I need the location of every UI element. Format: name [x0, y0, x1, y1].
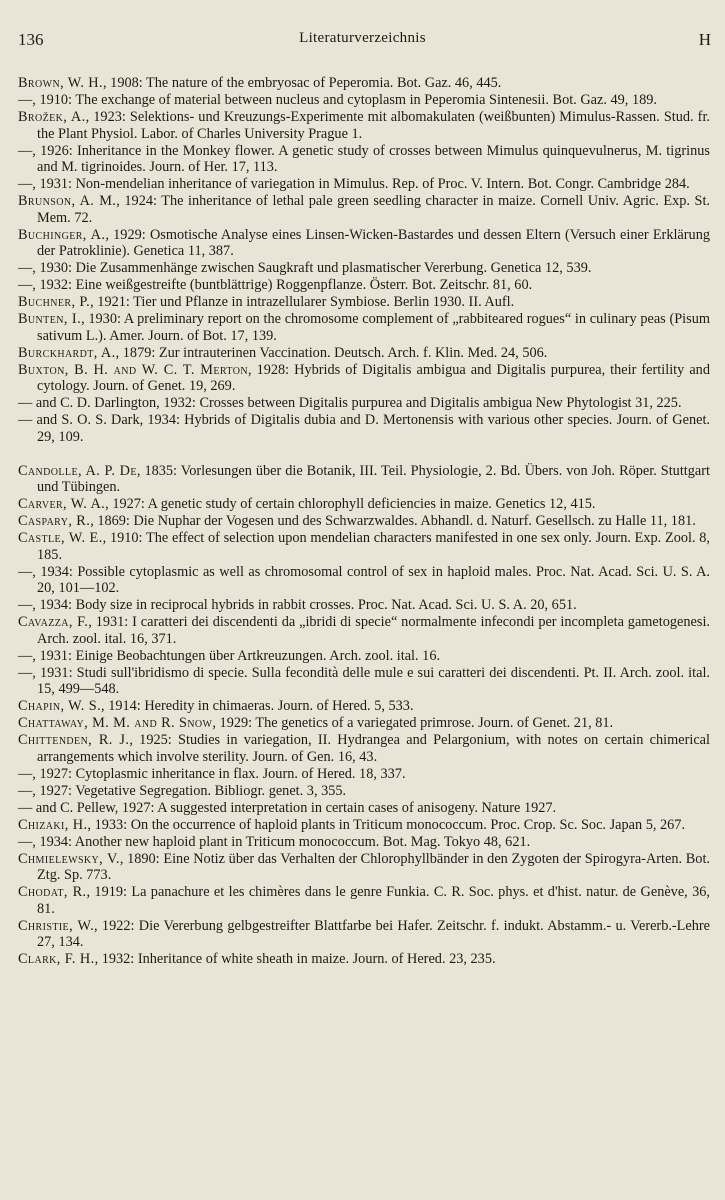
- reference-author: Christie, W.: [18, 917, 95, 934]
- reference-author: Chittenden, R. J.: [18, 732, 130, 748]
- reference-author: Caspary, R.: [18, 513, 91, 529]
- reference-text: , 1925: Studies in variegation, II. Hydrangea and Pelargonium, with notes on certain chimerical arrangements which involve sterility. Journ. of Gen. 16, 43.: [37, 732, 710, 765]
- reference-author: Chizaki, H.: [18, 816, 88, 833]
- reference-entry: [18, 918, 710, 951]
- reference-entry: [18, 884, 710, 917]
- reference-entry: [18, 92, 710, 109]
- reference-author: Buchner, P.: [18, 294, 91, 310]
- reference-text: , 1931: I caratteri dei discendenti da „ibridi di specie“ normalmente infecondi per incompleta gametogenesi. Arch. zool. ital. 16, 371.: [37, 614, 710, 647]
- reference-entry: [18, 732, 710, 765]
- reference-text: , 1914: Heredity in chimaeras. Journ. of Hered. 5, 533.: [101, 698, 414, 714]
- running-title: Literaturverzeichnis: [299, 30, 426, 46]
- reference-author: Burckhardt, A.: [18, 344, 116, 361]
- reference-text: —, 1934: Body size in reciprocal hybrids in rabbit crosses. Proc. Nat. Acad. Sci. U. S. A. 20, 651.: [18, 597, 577, 613]
- reference-author: Buchinger, A.: [18, 226, 106, 243]
- reference-entry: [18, 277, 710, 294]
- reference-entry: [18, 227, 710, 260]
- reference-entry: [18, 597, 710, 614]
- letter-group-gap: [18, 446, 710, 463]
- reference-entry: [18, 496, 710, 513]
- reference-text: —, 1931: Einige Beobachtungen über Artkreuzungen. Arch. zool. ital. 16.: [18, 647, 441, 664]
- reference-author: Brožek, A.: [18, 109, 86, 125]
- reference-text: , 1929: Osmotische Analyse eines Linsen-Wicken-Bastardes und dessen Eltern (Versuch einer Erklärung der Patroklinie). Genetica 11, 387.: [37, 226, 710, 259]
- reference-entry: [18, 665, 710, 698]
- reference-author: Brown, W. H.: [18, 75, 104, 91]
- reference-entry: [18, 715, 710, 732]
- reference-author: Carver, W. A.: [18, 496, 106, 512]
- reference-entry: [18, 698, 710, 715]
- reference-text: , 1927: A genetic study of certain chlorophyll deficiencies in maize. Genetics 12, 415.: [105, 496, 596, 512]
- reference-entry: [18, 260, 710, 277]
- reference-text: —, 1910: The exchange of material between nucleus and cytoplasm in Peperomia Sintenesii. Bot. Gaz. 49, 189.: [18, 92, 657, 108]
- reference-entry: [18, 851, 710, 884]
- reference-text: , 1930: A preliminary report on the chromosome complement of „rabbiteared rogues“ in culinary peas (Pisum sativum L.). Amer. Journ. of Bot. 17, 139.: [37, 311, 710, 344]
- reference-text: , 1908: The nature of the embryosac of Peperomia. Bot. Gaz. 46, 445.: [103, 75, 502, 91]
- reference-text: , 1933: On the occurrence of haploid plants in Triticum monococcum. Proc. Crop. Sc. Soc. Japan 5, 267.: [87, 816, 686, 833]
- reference-text: —, 1930: Die Zusammenhänge zwischen Saugkraft und plasmatischer Vererbung. Genetica 12, 539.: [18, 260, 592, 276]
- reference-entry: [18, 648, 710, 665]
- reference-entry: [18, 817, 710, 834]
- reference-text: —, 1927: Vegetative Segregation. Bibliogr. genet. 3, 355.: [18, 782, 347, 799]
- reference-entry: [18, 311, 710, 344]
- reference-entry: [18, 766, 710, 783]
- reference-text: , 1910: The effect of selection upon mendelian characters manifested in one sex only. Journ. Exp. Zool. 8, 185.: [37, 530, 710, 563]
- reference-text: , 1921: Tier und Pflanze in intrazellularer Symbiose. Berlin 1930. II. Aufl.: [90, 294, 515, 310]
- reference-text: — and S. O. S. Dark, 1934: Hybrids of Digitalis dubia and D. Mertonensis with various other species. Journ. of Genet. 29, 109.: [18, 412, 710, 445]
- reference-entry: [18, 176, 710, 193]
- reference-entry: [18, 513, 710, 530]
- reference-text: —, 1926: Inheritance in the Monkey flower. A genetic study of crosses between Mimulus quinquevulnerus, M. tigrinus and M. tigrinoides. Journ. of Her. 17, 113.: [18, 142, 710, 175]
- reference-text: , 1929: The genetics of a variegated primrose. Journ. of Genet. 21, 81.: [212, 715, 614, 731]
- reference-text: —, 1934: Possible cytoplasmic as well as chromosomal control of sex in haploid males. Proc. Nat. Acad. Sci. U. S. A. 20, 101—102.: [18, 563, 710, 596]
- reference-author: Candolle, A. P. De: [18, 462, 137, 479]
- reference-entry: [18, 362, 710, 395]
- reference-text: —, 1932: Eine weißgestreifte (buntblättrige) Roggenpflanze. Österr. Bot. Zeitschr. 81, 60.: [18, 277, 533, 293]
- section-letter: H: [698, 30, 711, 49]
- page-number: 136: [18, 30, 44, 49]
- reference-text: — and C. D. Darlington, 1932: Crosses between Digitalis purpurea and Digitalis ambigua New Phytologist 31, 225.: [18, 395, 682, 411]
- reference-text: , 1879: Zur intrauterinen Vaccination. Deutsch. Arch. f. Klin. Med. 24, 506.: [115, 344, 548, 361]
- reference-entry: [18, 143, 710, 176]
- reference-author: Chapin, W. S.: [18, 698, 102, 714]
- reference-entry: [18, 412, 710, 445]
- reference-text: —, 1931: Studi sull'ibridismo di specie. Sulla fecondità delle mule e sui caratteri dei discendenti. Pt. II. Arch. zool. ital. 15, 499—548.: [18, 664, 710, 697]
- reference-author: Cavazza, F.: [18, 614, 89, 630]
- reference-author: Chattaway, M. M. and R. Snow: [18, 715, 213, 731]
- reference-author: Brunson, A. M.: [18, 193, 117, 209]
- reference-text: , 1922: Die Vererbung gelbgestreifter Blattfarbe bei Hafer. Zeitschr. f. indukt. Abstamm.- u. Vererb.-Lehre 27, 134.: [37, 917, 711, 950]
- reference-entry: [18, 193, 710, 226]
- reference-text: — and C. Pellew, 1927: A suggested interpretation in certain cases of anisogeny. Nature 1927.: [18, 799, 557, 816]
- reference-text: , 1869: Die Nuphar der Vogesen und des Schwarzwaldes. Abhandl. d. Naturf. Gesellsch. zu Halle 11, 181.: [90, 513, 696, 529]
- reference-author: Castle, W. E.: [18, 530, 103, 546]
- reference-list: [18, 75, 710, 968]
- reference-text: , 1924: The inheritance of lethal pale green seedling character in maize. Cornell Univ. Agric. Exp. St. Mem. 72.: [37, 193, 711, 226]
- reference-text: , 1928: Hybrids of Digitalis ambigua and Digitalis purpurea, their fertility and cytology. Journ. of Genet. 19, 269.: [37, 361, 710, 394]
- reference-entry: [18, 834, 710, 851]
- reference-entry: [18, 951, 710, 968]
- reference-entry: [18, 395, 710, 412]
- reference-author: Buxton, B. H. and W. C. T. Merton: [18, 361, 248, 378]
- reference-author: Chmielewsky, V.: [18, 850, 120, 867]
- reference-text: —, 1934: Another new haploid plant in Triticum monococcum. Bot. Mag. Tokyo 48, 621.: [18, 833, 531, 850]
- reference-text: , 1923: Selektions- und Kreuzungs-Experimente mit albomakulaten (weißbunten) Mimulus-Rassen. Stud. fr. the Plant Physiol. Labor. of Charles University Prague 1.: [37, 109, 710, 142]
- reference-entry: [18, 614, 710, 647]
- reference-author: Bunten, I.: [18, 311, 82, 327]
- reference-text: —, 1927: Cytoplasmic inheritance in flax. Journ. of Hered. 18, 337.: [18, 765, 406, 782]
- reference-entry: [18, 783, 710, 800]
- reference-entry: [18, 530, 710, 563]
- reference-text: —, 1931: Non-mendelian inheritance of variegation in Mimulus. Rep. of Proc. V. Intern. Bot. Congr. Cambridge 284.: [18, 176, 690, 192]
- reference-entry: [18, 75, 710, 92]
- reference-entry: [18, 294, 710, 311]
- reference-entry: [18, 463, 710, 496]
- reference-entry: [18, 800, 710, 817]
- reference-author: Clark, F. H.: [18, 951, 95, 967]
- reference-text: , 1890: Eine Notiz über das Verhalten der Chlorophyllbänder in den Zygoten der Spirogyra-Arten. Bot. Ztg. Sp. 773.: [37, 850, 710, 883]
- reference-text: , 1835: Vorlesungen über die Botanik, III. Teil. Physiologie, 2. Bd. Übers. von Joh. Röper. Stuttgart und Tübingen.: [37, 462, 710, 495]
- reference-entry: [18, 564, 710, 597]
- reference-text: , 1919: La panachure et les chimères dans le genre Funkia. C. R. Soc. phys. et d'hist. natur. de Genève, 36, 81.: [37, 884, 710, 917]
- reference-text: , 1932: Inheritance of white sheath in maize. Journ. of Hered. 23, 235.: [94, 951, 496, 967]
- reference-entry: [18, 109, 710, 142]
- reference-entry: [18, 345, 710, 362]
- reference-author: Chodat, R.: [18, 884, 87, 900]
